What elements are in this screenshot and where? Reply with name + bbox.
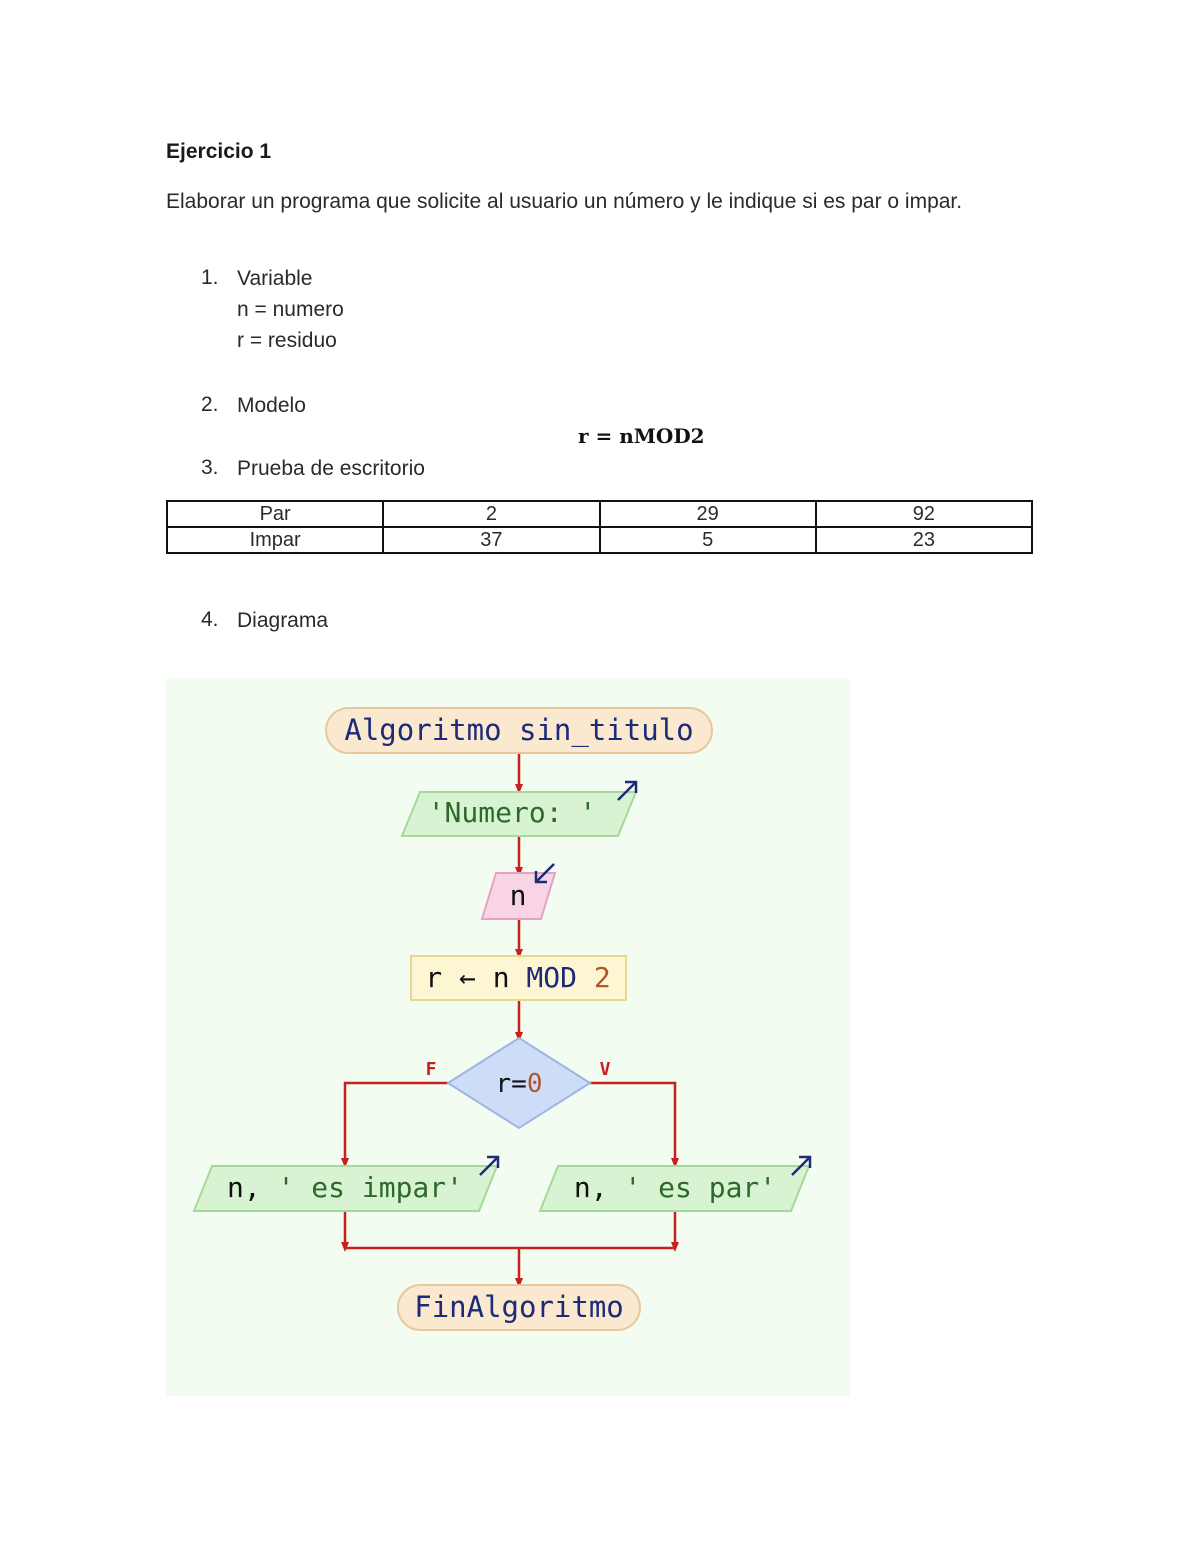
output-prompt-text: 'Numero: ' [427, 796, 597, 829]
connector-true-branch [590, 1083, 675, 1163]
start-label: Algoritmo sin_titulo [344, 713, 694, 747]
table-cell: 92 [816, 501, 1032, 527]
connector-false-branch [345, 1083, 448, 1163]
output-par-var: n, [573, 1171, 608, 1204]
table-cell: Impar [167, 527, 383, 553]
decision-text [496, 1069, 543, 1099]
list-number-4: 4. [201, 608, 219, 631]
input-var-text: n [509, 879, 527, 912]
decision-value: 0 [526, 1069, 543, 1099]
model-formula: r = nMOD2 [578, 424, 705, 448]
process-text [425, 961, 610, 994]
output-impar-string: ' es impar' [277, 1171, 464, 1204]
output-par-text [574, 1171, 776, 1204]
list-number-2: 2. [201, 393, 219, 416]
output-impar-var: n, [226, 1171, 261, 1204]
process-operand: n [492, 961, 510, 994]
table-cell: 37 [383, 527, 599, 553]
false-label: F [425, 1059, 437, 1080]
list-label-prueba: Prueba de escritorio [237, 457, 425, 480]
decision-var: r= [495, 1069, 527, 1099]
list-label-diagrama: Diagrama [237, 609, 329, 632]
process-value: 2 [593, 961, 611, 994]
exercise-title: Ejercicio 1 [166, 140, 272, 163]
table-cell: 23 [816, 527, 1032, 553]
list-label-modelo: Modelo [237, 394, 306, 417]
output-impar-text [227, 1171, 463, 1204]
exercise-statement: Elaborar un programa que solicite al usuario un número y le indique si es par o impar. [166, 190, 963, 213]
variable-n-line: n = numero [237, 298, 344, 321]
output-par-string: ' es par' [624, 1171, 777, 1204]
list-number-3: 3. [201, 456, 219, 479]
assign-arrow: ← [458, 961, 476, 994]
table-cell: Par [167, 501, 383, 527]
list-number-1: 1. [201, 266, 219, 289]
table-cell: 5 [600, 527, 816, 553]
variable-r-line: r = residuo [237, 329, 337, 352]
process-var: r [425, 961, 443, 994]
table-cell: 2 [383, 501, 599, 527]
end-label: FinAlgoritmo [414, 1290, 624, 1324]
table-cell: 29 [600, 501, 816, 527]
list-label-variable: Variable [237, 267, 313, 290]
true-label: V [599, 1059, 611, 1080]
process-op: MOD [526, 961, 578, 994]
